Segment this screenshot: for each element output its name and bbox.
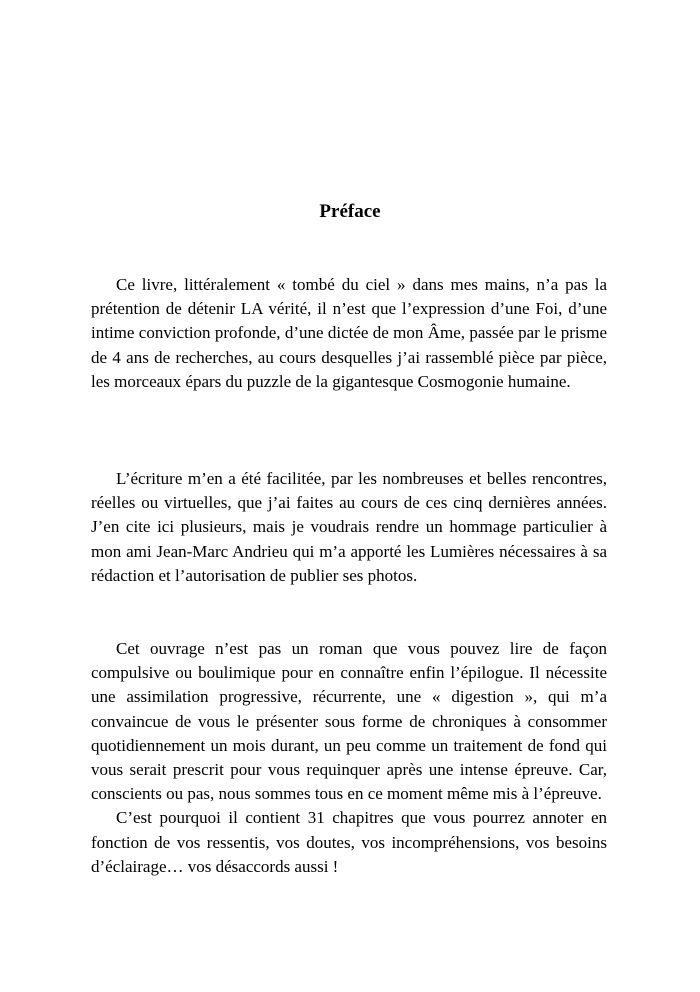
paragraph: Cet ouvrage n’est pas un roman que vous pouvez lire de façon compulsive ou boulimique pour en connaître enfin l’épilogue. Il nécessite une assimilation progressive, récurrente, une « digestion », qui m’a convaincue de vous le présenter sous forme de chroniques à consommer quotidiennement un mois durant, un peu comme un traitement de fond qui vous serait prescrit pour vous requinquer après une intense épreuve. Car, conscients ou pas, nous sommes tous en ce moment même mis à l’épreuve. (91, 639, 607, 804)
page-title: Préface (319, 201, 381, 222)
paragraph-block-2 (91, 467, 607, 588)
paragraph-block-1 (91, 273, 607, 394)
paragraph: C’est pourquoi il contient 31 chapitres que vous pourrez annoter en fonction de vos ressentis, vos doutes, vos incompréhensions, vos besoins d’éclairage… vos désaccords aussi ! (91, 808, 607, 876)
paragraph: L’écriture m’en a été facilitée, par les nombreuses et belles rencontres, réelles ou virtuelles, que j’ai faites au cours de ces cinq dernières années. J’en cite ici plusieurs, mais je voudrais rendre un hommage particulier à mon ami Jean-Marc Andrieu qui m’a apporté les Lumières nécessaires à sa rédaction et l’autorisation de publier ses photos. (91, 469, 607, 585)
paragraph-block-3 (91, 637, 607, 879)
paragraph: Ce livre, littéralement « tombé du ciel » dans mes mains, n’a pas la prétention de détenir LA vérité, il n’est que l’expression d’une Foi, d’une intime conviction profonde, d’une dictée de mon Âme, passée par le prisme de 4 ans de recherches, au cours desquelles j’ai rassemblé pièce par pièce, les morceaux épars du puzzle de la gigantesque Cosmogonie humaine. (91, 275, 607, 391)
